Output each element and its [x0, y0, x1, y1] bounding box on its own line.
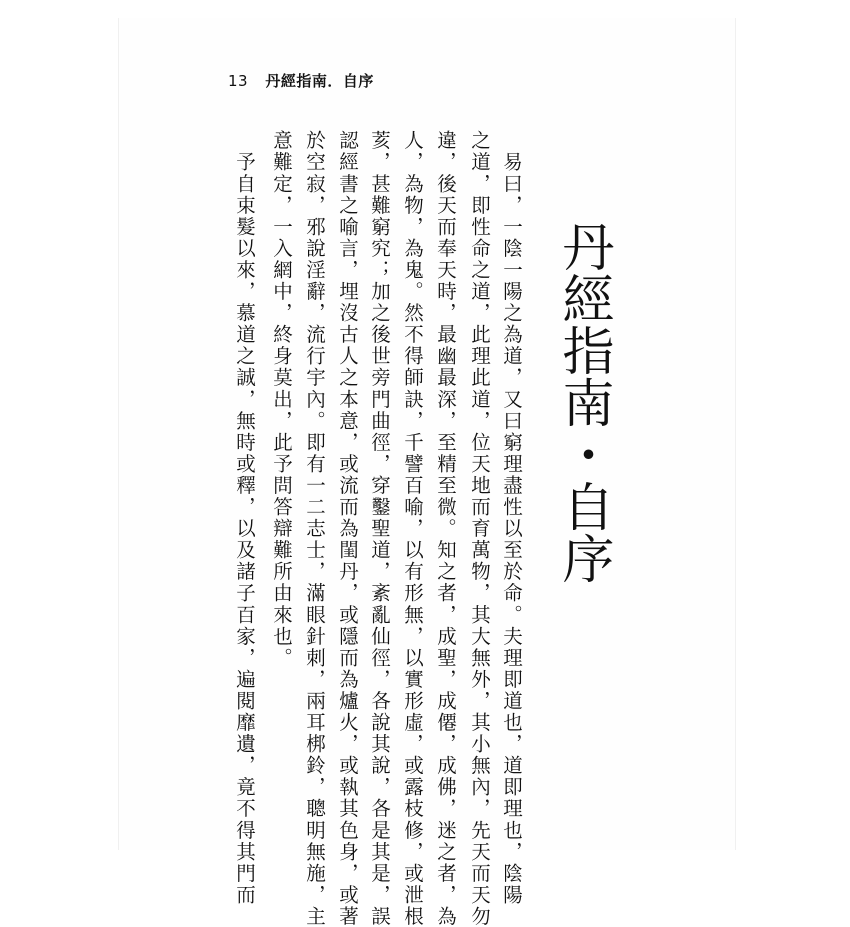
text-column-9: 予自束髮以來，慕道之誠，無時或釋，以及諸子百家，遍閱靡遺，竟不得其門而 [233, 130, 256, 906]
book-page [118, 18, 736, 850]
text-column-2: 之道，即性命之道，此理此道，位天地而育萬物，其大無外，其小無內，先天而天勿 [468, 130, 491, 927]
text-column-6: 認經書之喻言，埋沒古人之本意，或流而為閨丹，或隱而為爐火，或執其色身，或著 [336, 130, 359, 927]
text-column-5: 荄，甚難窮究；加之後世旁門曲徑，穿鑿聖道，紊亂仙徑，各說其說，各是其是，誤 [368, 130, 391, 927]
running-header [228, 70, 374, 91]
chapter-title: 丹經指南・自序 [553, 220, 613, 584]
text-column-8: 意難定，一入網中，終身莫出，此予問答辯難所由來也。 [270, 130, 293, 669]
text-column-4: 人，為物，為鬼。然不得師訣，千譬百喻，以有形無，以實形虛，或露枝修，或泄根 [401, 130, 424, 927]
text-column-1: 易曰，一陰一陽之為道，又曰窮理盡性以至於命。夫理即道也，道即理也，陰陽 [500, 130, 523, 906]
text-column-3: 違，後天而奉天時，最幽最深，至精至微。知之者，成聖，成僊，成佛，迷之者，為 [434, 130, 457, 927]
running-title: 丹經指南．自序 [265, 72, 374, 90]
page-number: 13 [228, 72, 249, 90]
text-column-7: 於空寂，邪說淫辭，流行宇內。即有一二志士，滿眼針刺，兩耳梆鈴，聰明無施，主 [303, 130, 326, 927]
